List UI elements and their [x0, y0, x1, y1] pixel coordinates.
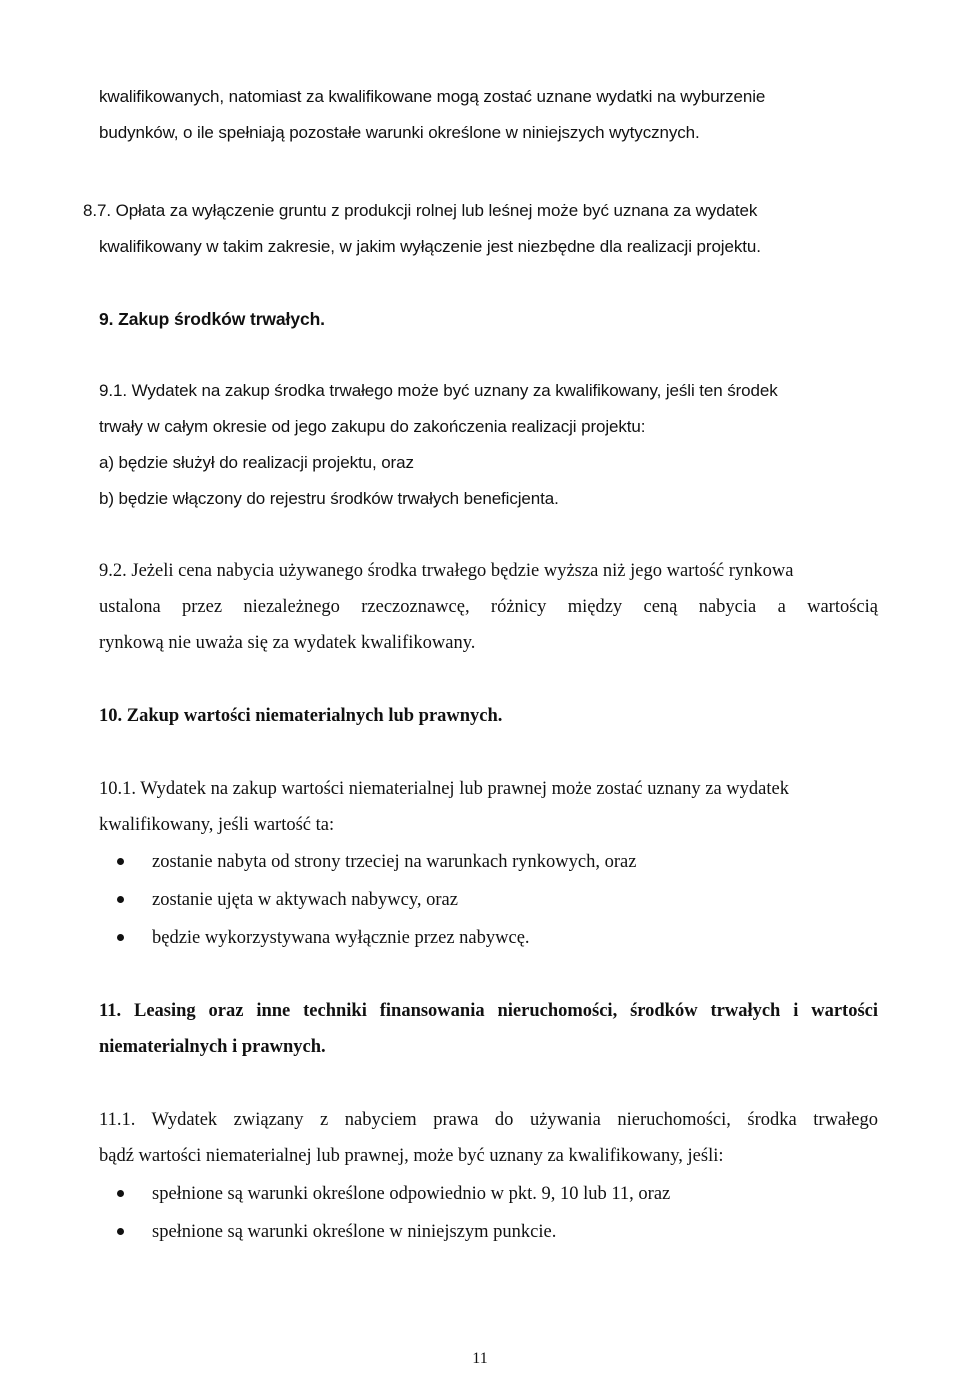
list-item-text: spełnione są warunki określone odpowiednio w pkt. 9, 10 lub 11, oraz — [152, 1184, 671, 1204]
bullet-icon — [117, 858, 124, 865]
heading-11-line-2: niematerialnych i prawnych. — [99, 1037, 326, 1057]
paragraph-9-1 — [99, 373, 878, 517]
heading-10: 10. Zakup wartości niematerialnych lub prawnych. — [99, 706, 503, 726]
intro-line-2: budynków, o ile spełniają pozostałe warunki określone w niniejszych wytycznych. — [99, 123, 700, 142]
paragraph-9-2-line-3: rynkową nie uważa się za wydatek kwalifikowany. — [99, 633, 476, 653]
paragraph-9-2 — [99, 553, 878, 661]
paragraph-9-1-item-b: b) będzie włączony do rejestru środków trwałych beneficjenta. — [99, 489, 559, 508]
page-number: 11 — [472, 1350, 488, 1367]
intro-paragraph — [99, 79, 878, 151]
paragraph-10-1 — [99, 771, 878, 843]
paragraph-9-1-line-2: trwały w całym okresie od jego zakupu do zakończenia realizacji projektu: — [99, 417, 646, 436]
paragraph-8-7-line-2: kwalifikowany w takim zakresie, w jakim wyłączenie jest niezbędne dla realizacji projektu. — [99, 237, 761, 256]
paragraph-11-1-line-1: 11.1. Wydatek związany z nabyciem prawa do używania nieruchomości, środka trwałego — [99, 1110, 878, 1130]
intro-line-1: kwalifikowanych, natomiast za kwalifikowane mogą zostać uznane wydatki na wyburzenie — [99, 87, 766, 106]
heading-9: 9. Zakup środków trwałych. — [99, 309, 325, 329]
bullet-list-10-1 — [99, 844, 878, 954]
bullet-icon — [117, 934, 124, 941]
bullet-icon — [117, 896, 124, 903]
list-item-text: zostanie ujęta w aktywach nabywcy, oraz — [152, 890, 458, 910]
list-item-text: będzie wykorzystywana wyłącznie przez nabywcę. — [152, 928, 530, 948]
paragraph-9-1-line-1: 9.1. Wydatek na zakup środka trwałego może być uznany za kwalifikowany, jeśli ten środek — [99, 381, 778, 400]
paragraph-11-1-line-2: bądź wartości niematerialnej lub prawnej, może być uznany za kwalifikowany, jeśli: — [99, 1146, 724, 1166]
paragraph-9-2-line-1: 9.2. Jeżeli cena nabycia używanego środka trwałego będzie wyższa niż jego wartość rynkowa — [99, 561, 794, 581]
paragraph-10-1-line-2: kwalifikowany, jeśli wartość ta: — [99, 815, 335, 835]
bullet-list-11-1 — [99, 1176, 878, 1252]
paragraph-8-7 — [83, 193, 878, 265]
paragraph-10-1-line-1: 10.1. Wydatek na zakup wartości niematerialnej lub prawnej może zostać uznany za wydatek — [99, 779, 789, 799]
bullet-icon — [117, 1228, 124, 1235]
bullet-icon — [117, 1190, 124, 1197]
heading-11 — [99, 993, 878, 1065]
heading-11-line-1: 11. Leasing oraz inne techniki finansowania nieruchomości, środków trwałych i wartości — [99, 1001, 878, 1021]
paragraph-8-7-line-1: 8.7. Opłata za wyłączenie gruntu z produkcji rolnej lub leśnej może być uznana za wydatek — [83, 201, 758, 220]
paragraph-9-2-line-2: ustalona przez niezależnego rzeczoznawcę, różnicy między ceną nabycia a wartością — [99, 597, 878, 617]
list-item-text: spełnione są warunki określone w niniejszym punkcie. — [152, 1222, 557, 1242]
paragraph-9-1-item-a: a) będzie służył do realizacji projektu, oraz — [99, 453, 414, 472]
paragraph-11-1 — [99, 1102, 878, 1174]
list-item-text: zostanie nabyta od strony trzeciej na warunkach rynkowych, oraz — [152, 852, 637, 872]
